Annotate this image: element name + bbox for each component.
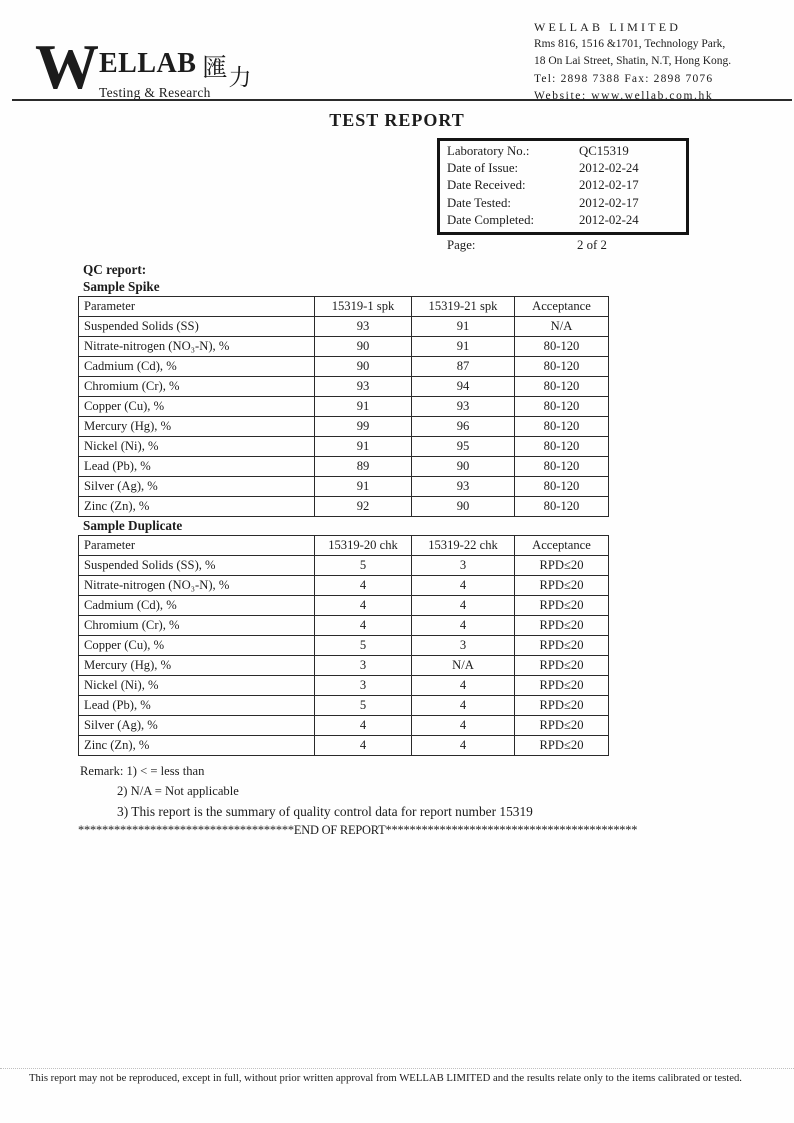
value-cell: 80-120 [515, 337, 609, 357]
value-cell: 3 [412, 556, 515, 576]
table-header-row [79, 536, 609, 556]
lab-info-row [447, 195, 681, 212]
sample-duplicate-heading: Sample Duplicate [83, 518, 183, 534]
value-cell: 4 [315, 596, 412, 616]
value-cell: 3 [315, 656, 412, 676]
value-cell: 96 [412, 417, 515, 437]
lab-info-label: Date Tested: [447, 195, 511, 210]
value-cell: 4 [412, 616, 515, 636]
table-row [79, 417, 609, 437]
value-cell: 4 [412, 736, 515, 756]
value-cell: RPD≤20 [515, 736, 609, 756]
parameter-cell: Nickel (Ni), % [79, 676, 315, 696]
value-cell: 87 [412, 357, 515, 377]
wellab-logo [35, 31, 252, 102]
value-cell: 80-120 [515, 397, 609, 417]
lab-info-label: Date Received: [447, 178, 526, 193]
value-cell: 94 [412, 377, 515, 397]
table-row [79, 636, 609, 656]
value-cell: 4 [315, 616, 412, 636]
lab-info-label: Date of Issue: [447, 161, 519, 176]
value-cell: 5 [315, 636, 412, 656]
value-cell: RPD≤20 [515, 716, 609, 736]
table-row [79, 556, 609, 576]
logo-cjk-li: 力 [228, 65, 252, 90]
lab-info-row [447, 143, 681, 160]
company-info [534, 18, 786, 105]
page-number-label: Page: [447, 238, 476, 253]
value-cell: 91 [412, 317, 515, 337]
parameter-cell: Chromium (Cr), % [79, 377, 315, 397]
page-title: TEST REPORT [329, 110, 465, 130]
value-cell: 91 [315, 397, 412, 417]
parameter-cell: Suspended Solids (SS) [79, 317, 315, 337]
value-cell: 4 [412, 696, 515, 716]
logo-w-letter: W [35, 31, 97, 102]
parameter-cell: Mercury (Hg), % [79, 656, 315, 676]
parameter-cell: Cadmium (Cd), % [79, 357, 315, 377]
lab-info-value: 2012-02-24 [579, 212, 639, 227]
lab-info-row [447, 212, 681, 229]
parameter-cell: Chromium (Cr), % [79, 616, 315, 636]
value-cell: 99 [315, 417, 412, 437]
table-row [79, 497, 609, 517]
value-cell: 95 [412, 437, 515, 457]
parameter-cell: Lead (Pb), % [79, 696, 315, 716]
logo-top-row [99, 48, 252, 90]
value-cell: RPD≤20 [515, 616, 609, 636]
value-cell: 4 [412, 576, 515, 596]
column-header: Parameter [79, 536, 315, 556]
value-cell: RPD≤20 [515, 696, 609, 716]
parameter-cell: Copper (Cu), % [79, 636, 315, 656]
table-row [79, 696, 609, 716]
lab-info-value: 2012-02-17 [579, 178, 639, 193]
lab-info-label: Date Completed: [447, 212, 535, 227]
column-header: 15319-21 spk [412, 297, 515, 317]
value-cell: 3 [315, 676, 412, 696]
parameter-cell: Mercury (Hg), % [79, 417, 315, 437]
parameter-cell: Copper (Cu), % [79, 397, 315, 417]
company-address-line2: 18 On Lai Street, Shatin, N.T, Hong Kong. [534, 55, 732, 68]
value-cell: 4 [412, 676, 515, 696]
report-header [0, 0, 794, 102]
lab-info-value: 2012-02-17 [579, 195, 639, 210]
lab-info-box [437, 138, 689, 235]
value-cell: 93 [315, 377, 412, 397]
parameter-cell: Suspended Solids (SS), % [79, 556, 315, 576]
value-cell: 4 [412, 716, 515, 736]
value-cell: RPD≤20 [515, 636, 609, 656]
table-row [79, 337, 609, 357]
sample-spike-table [78, 296, 609, 517]
company-address-line1: Rms 816, 1516 &1701, Technology Park, [534, 38, 726, 50]
value-cell: 91 [412, 337, 515, 357]
value-cell: N/A [515, 317, 609, 337]
table-row [79, 317, 609, 337]
company-website: Website: www.wellab.com.hk [534, 89, 714, 102]
lab-info-row [447, 160, 681, 177]
value-cell: 90 [412, 497, 515, 517]
remark-line-3: 3) This report is the summary of quality control data for report number 15319 [117, 804, 533, 820]
value-cell: 93 [412, 477, 515, 497]
logo-text-block [99, 50, 250, 101]
table-row [79, 736, 609, 756]
value-cell: 4 [315, 716, 412, 736]
value-cell: 92 [315, 497, 412, 517]
value-cell: 80-120 [515, 497, 609, 517]
table-header-row [79, 297, 609, 317]
company-name: WELLAB LIMITED [534, 20, 682, 34]
table-row [79, 596, 609, 616]
sample-duplicate-table [78, 535, 609, 756]
value-cell: RPD≤20 [515, 556, 609, 576]
value-cell: 80-120 [515, 477, 609, 497]
table-row [79, 656, 609, 676]
parameter-cell: Zinc (Zn), % [79, 497, 315, 517]
page-number-value: 2 of 2 [577, 238, 607, 253]
table-row [79, 437, 609, 457]
logo-tagline: Testing & Research [99, 85, 211, 100]
value-cell: 93 [315, 317, 412, 337]
footer-divider [0, 1068, 794, 1069]
value-cell: RPD≤20 [515, 576, 609, 596]
value-cell: 80-120 [515, 437, 609, 457]
remark-line-1: Remark: 1) < = less than [80, 764, 205, 779]
value-cell: 91 [315, 477, 412, 497]
lab-info-value: QC15319 [579, 144, 629, 158]
table-row [79, 457, 609, 477]
column-header: Acceptance [515, 536, 609, 556]
table-row [79, 676, 609, 696]
value-cell: 5 [315, 696, 412, 716]
parameter-cell: Nickel (Ni), % [79, 437, 315, 457]
value-cell: 90 [412, 457, 515, 477]
value-cell: RPD≤20 [515, 656, 609, 676]
parameter-cell: Nitrate-nitrogen (NO₃-N), % [79, 337, 315, 357]
table-row [79, 377, 609, 397]
value-cell: 4 [315, 736, 412, 756]
value-cell: 80-120 [515, 357, 609, 377]
column-header: 15319-22 chk [412, 536, 515, 556]
value-cell: 93 [412, 397, 515, 417]
value-cell: RPD≤20 [515, 676, 609, 696]
qc-report-heading: QC report: [83, 262, 147, 278]
table-row [79, 576, 609, 596]
parameter-cell: Zinc (Zn), % [79, 736, 315, 756]
logo-chinese-characters [202, 50, 252, 90]
lab-info-label: Laboratory No.: [447, 144, 530, 158]
table-row [79, 397, 609, 417]
value-cell: 5 [315, 556, 412, 576]
parameter-cell: Cadmium (Cd), % [79, 596, 315, 616]
value-cell: 90 [315, 357, 412, 377]
value-cell: 80-120 [515, 457, 609, 477]
footer-disclaimer: This report may not be reproduced, except in full, without prior written approval from WELLAB LIMITED and the results relate only to the items calibrated or tested. [29, 1072, 742, 1084]
value-cell: RPD≤20 [515, 596, 609, 616]
value-cell: 80-120 [515, 377, 609, 397]
parameter-cell: Silver (Ag), % [79, 716, 315, 736]
value-cell: N/A [412, 656, 515, 676]
remark-line-2: 2) N/A = Not applicable [117, 784, 239, 799]
parameter-cell: Nitrate-nitrogen (NO₃-N), % [79, 576, 315, 596]
column-header: 15319-1 spk [315, 297, 412, 317]
logo-ellab-text: ELLAB [99, 48, 197, 79]
table-row [79, 477, 609, 497]
table-row [79, 357, 609, 377]
company-tel-fax: Tel: 2898 7388 Fax: 2898 7076 [534, 72, 714, 85]
value-cell: 91 [315, 437, 412, 457]
table-row [79, 616, 609, 636]
page-number-row [447, 238, 794, 253]
logo-cjk-hui: 匯 [202, 55, 228, 82]
lab-info-value: 2012-02-24 [579, 161, 639, 176]
parameter-cell: Lead (Pb), % [79, 457, 315, 477]
column-header: Acceptance [515, 297, 609, 317]
parameter-cell: Silver (Ag), % [79, 477, 315, 497]
value-cell: 90 [315, 337, 412, 357]
end-of-report-line: ************************************END OF REPORT****************************************** [78, 823, 638, 838]
value-cell: 80-120 [515, 417, 609, 437]
sample-spike-heading: Sample Spike [83, 279, 160, 295]
value-cell: 89 [315, 457, 412, 477]
value-cell: 4 [315, 576, 412, 596]
value-cell: 4 [412, 596, 515, 616]
table-row [79, 716, 609, 736]
lab-info-row [447, 177, 681, 194]
column-header: 15319-20 chk [315, 536, 412, 556]
value-cell: 3 [412, 636, 515, 656]
column-header: Parameter [79, 297, 315, 317]
